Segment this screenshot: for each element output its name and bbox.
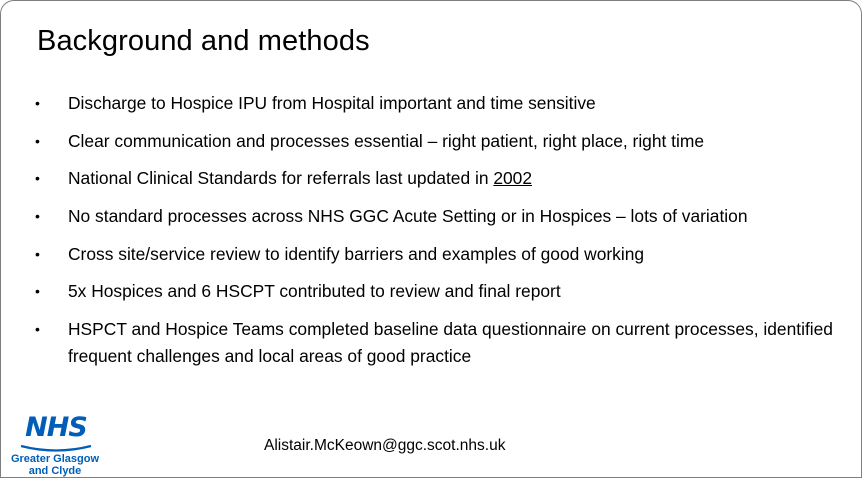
bullet-text: Discharge to Hospice IPU from Hospital important and time sensitive — [68, 93, 596, 113]
nhs-logo — [9, 411, 101, 479]
bullet-dot-icon: • — [35, 132, 40, 149]
slide-title: Background and methods — [37, 25, 370, 57]
bullet-dot-icon: • — [35, 321, 40, 338]
bullet-item — [35, 165, 835, 192]
bullet-item — [35, 316, 835, 370]
logo-org-line2: and Clyde — [28, 465, 82, 477]
bullet-item — [35, 90, 835, 117]
bullet-item — [35, 203, 835, 230]
bullet-text: 5x Hospices and 6 HSCPT contributed to review and final report — [68, 281, 561, 302]
bullet-item — [35, 278, 835, 305]
bullet-text-underlined-year: 2002 — [493, 168, 533, 189]
nhs-swoosh-icon — [19, 444, 93, 452]
bullet-list — [35, 90, 835, 381]
bullet-item — [35, 241, 835, 268]
bullet-dot-icon: • — [35, 170, 40, 187]
nhs-brand-text: NHS — [25, 412, 87, 443]
bullet-dot-icon: • — [35, 245, 40, 262]
bullet-text: No standard processes across NHS GGC Acute Setting or in Hospices – lots of variation — [68, 206, 748, 227]
bullet-dot-icon: • — [35, 283, 40, 300]
nhs-wordmark — [20, 411, 92, 445]
bullet-dot-icon: • — [35, 95, 40, 111]
bullet-text: Cross site/service review to identify barriers and examples of good working — [68, 243, 645, 264]
logo-org-line1: Greater Glasgow — [10, 453, 100, 465]
bullet-item — [35, 128, 835, 155]
bullet-text: National Clinical Standards for referrals last updated in — [68, 168, 494, 189]
bullet-text: Clear communication and processes essential – right patient, right place, right time — [68, 130, 705, 151]
bullet-dot-icon: • — [35, 208, 40, 225]
footer-email[interactable]: Alistair.McKeown@ggc.scot.nhs.uk — [264, 437, 506, 454]
bullet-text: HSPCT and Hospice Teams completed baseline data questionnaire on current processes, identified frequent challenges and local areas of good practice — [68, 319, 833, 367]
